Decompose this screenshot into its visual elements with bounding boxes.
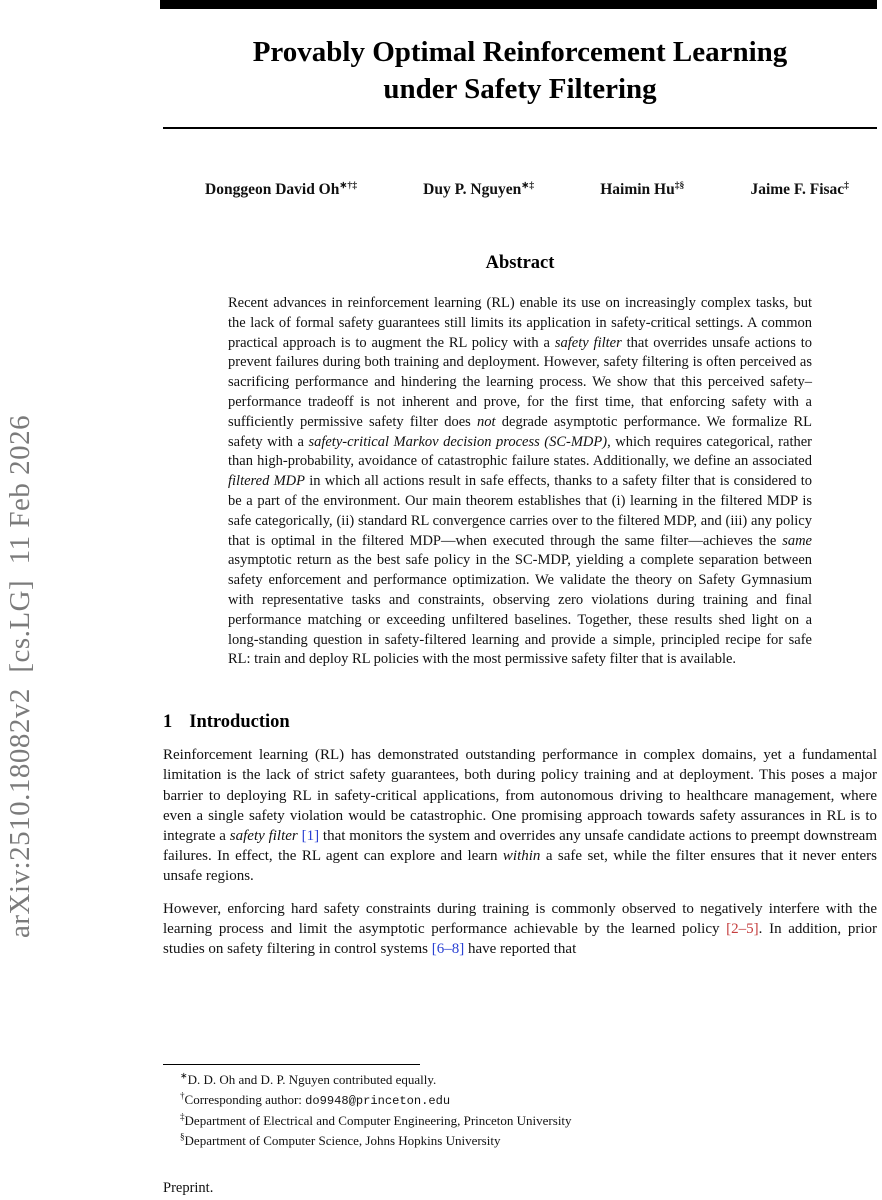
- text-segment: Reinforcement learning (RL) has demonstrated outstanding performance in complex domains, yet a fundamental limitation is the lack of strict safety guarantees, both during policy training and at deployment. This poses a major barrier to deploying RL in safety-critical applications, from autonomous driving to healthcare management, where even a single safety violation would be catastrophic. One promising approach towards safety assurances in RL is to integrate a: [163, 747, 877, 844]
- paper-title: [163, 34, 877, 108]
- text-segment: in which all actions result in safe effects, thanks to a safety filter that is considered to be a part of the environment. Our main theorem establishes that (i) learning in the filtered MDP is safe categorically, (ii) standard RL convergence carries over to the filtered MDP, and (iii) any policy that is optimal in the filtered MDP—when executed through the same filter—achieves the: [228, 473, 812, 549]
- text-segment: filtered MDP: [228, 473, 305, 490]
- text-segment: Corresponding author:: [184, 1091, 306, 1107]
- text-segment: safety filter: [554, 334, 622, 351]
- section-heading-introduction: [163, 712, 877, 733]
- text-segment: a safe set, while the filter ensures that it never enters unsafe regions.: [163, 848, 877, 885]
- text-segment: have reported that: [464, 940, 577, 957]
- abstract-text: [228, 294, 812, 670]
- citation-link[interactable]: [2–5]: [726, 920, 759, 937]
- author-4-affiliation-marks: ‡: [844, 179, 849, 191]
- author-2-name: Duy P. Nguyen: [423, 181, 522, 198]
- author-4-name: Jaime F. Fisac: [750, 181, 845, 198]
- text-segment: degrade asymptotic performance. We formalize RL safety with a: [228, 413, 812, 450]
- text-segment: Department of Electrical and Computer Engineering, Princeton University: [184, 1113, 572, 1128]
- author-1-name: Donggeon David Oh: [205, 181, 340, 198]
- email-text: do9948@princeton.edu: [305, 1093, 451, 1108]
- text-segment: D. D. Oh and D. P. Nguyen contributed equally.: [187, 1072, 437, 1087]
- author-3: [600, 181, 684, 199]
- footnote-corresponding-author: [163, 1090, 877, 1112]
- text-segment: asymptotic return as the best safe policy in the SC-MDP, yielding a complete separation between safety enforcement and performance optimization. We validate the theory on Safety Gymnasium with representative tasks and constraints, observing zero violations during training and final performance matching or exceeding unfiltered baselines. Together, these results shed light on a long-standing question in safety-filtered learning and provide a simple, principled recipe for safe RL: train and deploy RL policies with the most permissive safety filter that is available.: [228, 552, 812, 668]
- intro-paragraph-1: [163, 745, 877, 886]
- text-segment: Recent advances in reinforcement learning (RL) enable its use on increasingly complex tasks, but the lack of formal safety guarantees still limits its application in safety-critical settings. A common practical approach is to augment the RL policy with a: [228, 295, 812, 351]
- citation-link[interactable]: [1]: [301, 827, 320, 844]
- text-segment: , which requires categorical, rather than high-probability, avoidance of catastrophic failure states. Additionally, we define an associated: [228, 433, 812, 470]
- footnote-text: [188, 1072, 437, 1087]
- text-segment: safety-critical Markov decision process (SC-MDP): [308, 433, 608, 450]
- footnote-text: [185, 1133, 501, 1148]
- paper-title-line1: Provably Optimal Reinforcement Learning: [252, 36, 788, 68]
- author-list: [163, 181, 877, 199]
- citation-link[interactable]: [6–8]: [431, 940, 465, 957]
- section-number: 1: [163, 712, 173, 733]
- author-3-affiliation-marks: ‡§: [674, 179, 685, 191]
- footnote-marker: ∗: [180, 1070, 188, 1081]
- author-1-affiliation-marks: ∗†‡: [339, 179, 358, 191]
- author-2: [423, 181, 534, 199]
- footnote-rule: [163, 1064, 420, 1065]
- text-segment: same: [782, 532, 812, 549]
- author-2-affiliation-marks: ∗‡: [521, 179, 535, 191]
- preprint-label: Preprint.: [163, 1180, 214, 1196]
- text-segment: However, enforcing hard safety constraints during training is commonly observed to negatively interfere with the learning process and limit the asymptotic performance achievable by the learned policy: [163, 900, 877, 937]
- text-segment: safety filter: [229, 827, 298, 844]
- text-segment: Department of Computer Science, Johns Hopkins University: [184, 1132, 501, 1148]
- intro-paragraph-2: [163, 899, 877, 960]
- footnote-marker: †: [180, 1090, 185, 1101]
- text-segment: that overrides unsafe actions to prevent failures during both training and deployment. However, safety filtering is often perceived as sacrificing performance and hindering the learning process. We show that this perceived safety–performance tradeoff is not inherent and prove, for the first time, that enforcing safety with a sufficiently permissive safety filter does: [228, 334, 812, 430]
- abstract-heading: Abstract: [485, 253, 555, 273]
- text-segment: that monitors the system and overrides any unsafe candidate actions to preempt downstream failures. In effect, the RL agent can explore and learn: [163, 827, 877, 865]
- footnote-marker: §: [180, 1131, 185, 1142]
- footnote-marker: ‡: [180, 1111, 185, 1122]
- footnote-text: [185, 1092, 451, 1107]
- author-4: [750, 181, 849, 199]
- paper-title-line2: under Safety Filtering: [383, 73, 657, 105]
- text-segment: . In addition, prior studies on safety filtering in control systems: [163, 920, 877, 957]
- paper-content: [163, 0, 877, 959]
- arxiv-watermark: arXiv:2510.18082v2 [cs.LG] 11 Feb 2026: [4, 414, 36, 938]
- footnote-block: [163, 1064, 877, 1150]
- section-title: Introduction: [189, 712, 290, 733]
- text-segment: not: [477, 413, 496, 430]
- title-rule: [163, 127, 877, 129]
- author-3-name: Haimin Hu: [600, 181, 675, 198]
- text-segment: within: [502, 848, 541, 865]
- author-1: [205, 181, 357, 199]
- footnote-princeton-affiliation: [163, 1111, 877, 1131]
- footnote-equal-contribution: [163, 1070, 877, 1090]
- footnote-jhu-affiliation: [163, 1131, 877, 1151]
- footnote-text: [185, 1113, 572, 1128]
